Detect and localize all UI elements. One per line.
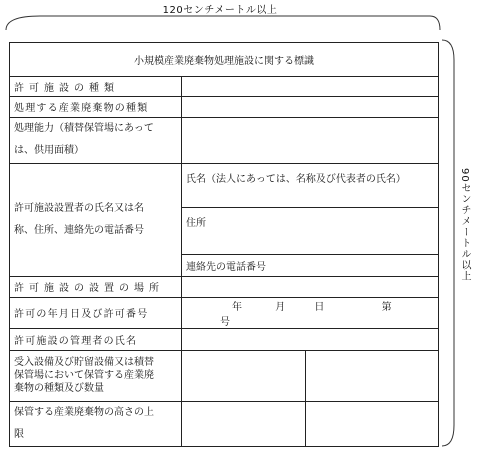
value-height-limit-b xyxy=(306,401,439,446)
row-capacity xyxy=(10,117,439,163)
value-permit-date xyxy=(182,297,439,328)
number-prefix: 第 xyxy=(381,301,392,313)
value-waste-type xyxy=(182,97,439,117)
sign-table xyxy=(9,42,439,447)
value-facility-type xyxy=(182,77,439,97)
width-dimension-label: 120センチメートル以上 xyxy=(162,5,278,16)
number-suffix: 号 xyxy=(220,316,230,328)
value-manager xyxy=(182,329,439,351)
value-capacity xyxy=(182,117,439,163)
value-storage-quantity xyxy=(306,351,439,401)
top-brace xyxy=(6,16,440,30)
label-permit-date: 許可の年月日及び許可番号 xyxy=(10,297,182,328)
row-installer-name xyxy=(10,163,439,207)
row-location xyxy=(10,276,439,297)
row-permit-date xyxy=(10,297,439,328)
label-installer-line1: 許可施設設置者の氏名又は名 xyxy=(14,202,144,214)
label-storage-line2: 保管場において保管する産業廃 xyxy=(14,370,154,382)
value-location xyxy=(182,276,439,297)
value-storage-type xyxy=(182,351,306,401)
row-storage xyxy=(10,351,439,401)
label-location: 許可施設の設置の場所 xyxy=(10,276,182,297)
label-capacity-line1: 処理能力（積替保管場にあって xyxy=(14,123,154,135)
date-day: 日 xyxy=(314,301,325,313)
label-facility-type: 許可施設の種類 xyxy=(10,77,182,97)
label-installer-line2: 称、住所、連絡先の電話番号 xyxy=(14,224,144,236)
date-month: 月 xyxy=(275,301,286,313)
label-capacity-line2: は、供用面積） xyxy=(14,145,84,157)
label-capacity xyxy=(10,117,182,163)
label-height-line2: 限 xyxy=(14,428,24,440)
installer-phone-field: 連絡先の電話番号 xyxy=(182,254,439,276)
right-brace xyxy=(442,40,454,446)
row-facility-type xyxy=(10,77,439,97)
date-year: 年 xyxy=(232,301,242,313)
sign-title: 小規模産業廃棄物処理施設に関する標識 xyxy=(10,43,439,77)
label-height-limit xyxy=(10,401,182,446)
label-waste-type: 処理する産業廃棄物の種類 xyxy=(10,97,182,117)
value-height-limit-a xyxy=(182,401,306,446)
label-installer xyxy=(10,163,182,276)
installer-name-field: 氏名（法人にあっては、名称及び代表者の氏名） xyxy=(182,163,439,207)
title-row xyxy=(10,43,439,77)
row-height-limit xyxy=(10,401,439,446)
label-storage-line3: 棄物の種類及び数量 xyxy=(14,383,104,395)
row-waste-type xyxy=(10,97,439,117)
label-storage-line1: 受入設備及び貯留設備又は積替 xyxy=(14,357,154,369)
label-storage xyxy=(10,351,182,401)
row-manager xyxy=(10,329,439,351)
label-height-line1: 保管する産業廃棄物の高さの上 xyxy=(14,406,154,418)
installer-address-field: 住所 xyxy=(182,208,439,254)
label-manager: 許可施設の管理者の氏名 xyxy=(10,329,182,351)
height-dimension-label: 90センチメートル以上 xyxy=(459,168,470,282)
